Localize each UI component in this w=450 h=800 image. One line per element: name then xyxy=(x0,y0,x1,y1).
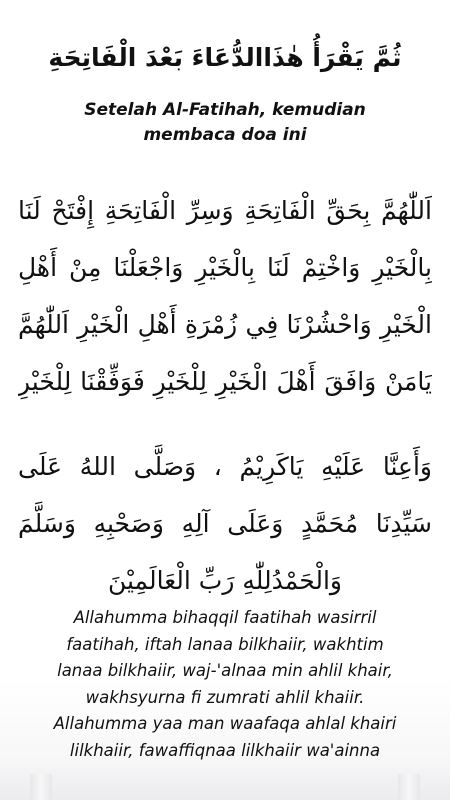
arabic-line: وَالْحَمْدُلِلّٰهِ رَبِّ الْعَالَمِيْنَ xyxy=(107,566,343,595)
background-fade xyxy=(0,762,450,800)
transliteration-line: faatihah, iftah lanaa bilkhaiir, wakhtim xyxy=(66,634,384,654)
transliteration-line: lilkhaiir, fawaffiqnaa lilkhaiir wa'ainna xyxy=(69,740,381,760)
arabic-line: يَامَنْ وَافَقَ أَهْلَ الْخَيْرِ لِلْخَيْرِ فَوَفِّقْنَا لِلْخَيْرِ xyxy=(18,367,432,396)
instruction-subtitle xyxy=(0,98,450,148)
doa-arabic-part-1 xyxy=(18,182,432,410)
arabic-line: اَللّٰهُمَّ بِحَقِّ الْفَاتِحَةِ وَسِرِّ الْفَاتِحَةِ إِفْتَحْ لَنَا xyxy=(18,196,432,225)
subtitle-line-2: membaca doa ini xyxy=(143,125,307,145)
arabic-line: الْخَيْرِ وَاحْشُرْنَا فِي زُمْرَةِ أَهْلِ الْخَيْرِ اَللّٰهُمَّ xyxy=(18,310,432,339)
background-pillar xyxy=(398,774,420,800)
transliteration-line: wakhsyurna fi zumrati ahlil khaiir. xyxy=(85,687,365,707)
transliteration-line: Allahumma bihaqqil faatihah wasirril xyxy=(73,608,377,627)
arabic-line: وَأَعِنَّا عَلَيْهِ يَاكَرِيْمُ ، وَصَلَّى اللهُ عَلَى xyxy=(18,452,432,481)
subtitle-line-1: Setelah Al-Fatihah, kemudian xyxy=(84,100,366,120)
transliteration-line: lanaa bilkhaiir, waj-'alnaa min ahlil khair, xyxy=(57,661,393,680)
transliteration-line: Allahumma yaa man waafaqa ahlal khairi xyxy=(53,714,397,733)
arabic-line: سَيِّدِنَا مُحَمَّدٍ وَعَلَى آلِهِ وَصَحْبِهِ وَسَلَّمَ xyxy=(18,509,432,538)
arabic-heading: ثُمَّ يَقْرَأُ هٰذَاالدُّعَاءَ بَعْدَ الْفَاتِحَةِ xyxy=(48,43,402,72)
arabic-line: بِالْخَيْرِ وَاخْتِمْ لَنَا بِالْخَيْرِ وَاجْعَلْنَا مِنْ أَهْلِ xyxy=(18,253,432,282)
background-pillar xyxy=(30,774,52,800)
transliteration-text xyxy=(12,605,438,764)
doa-arabic-part-2 xyxy=(18,438,432,609)
